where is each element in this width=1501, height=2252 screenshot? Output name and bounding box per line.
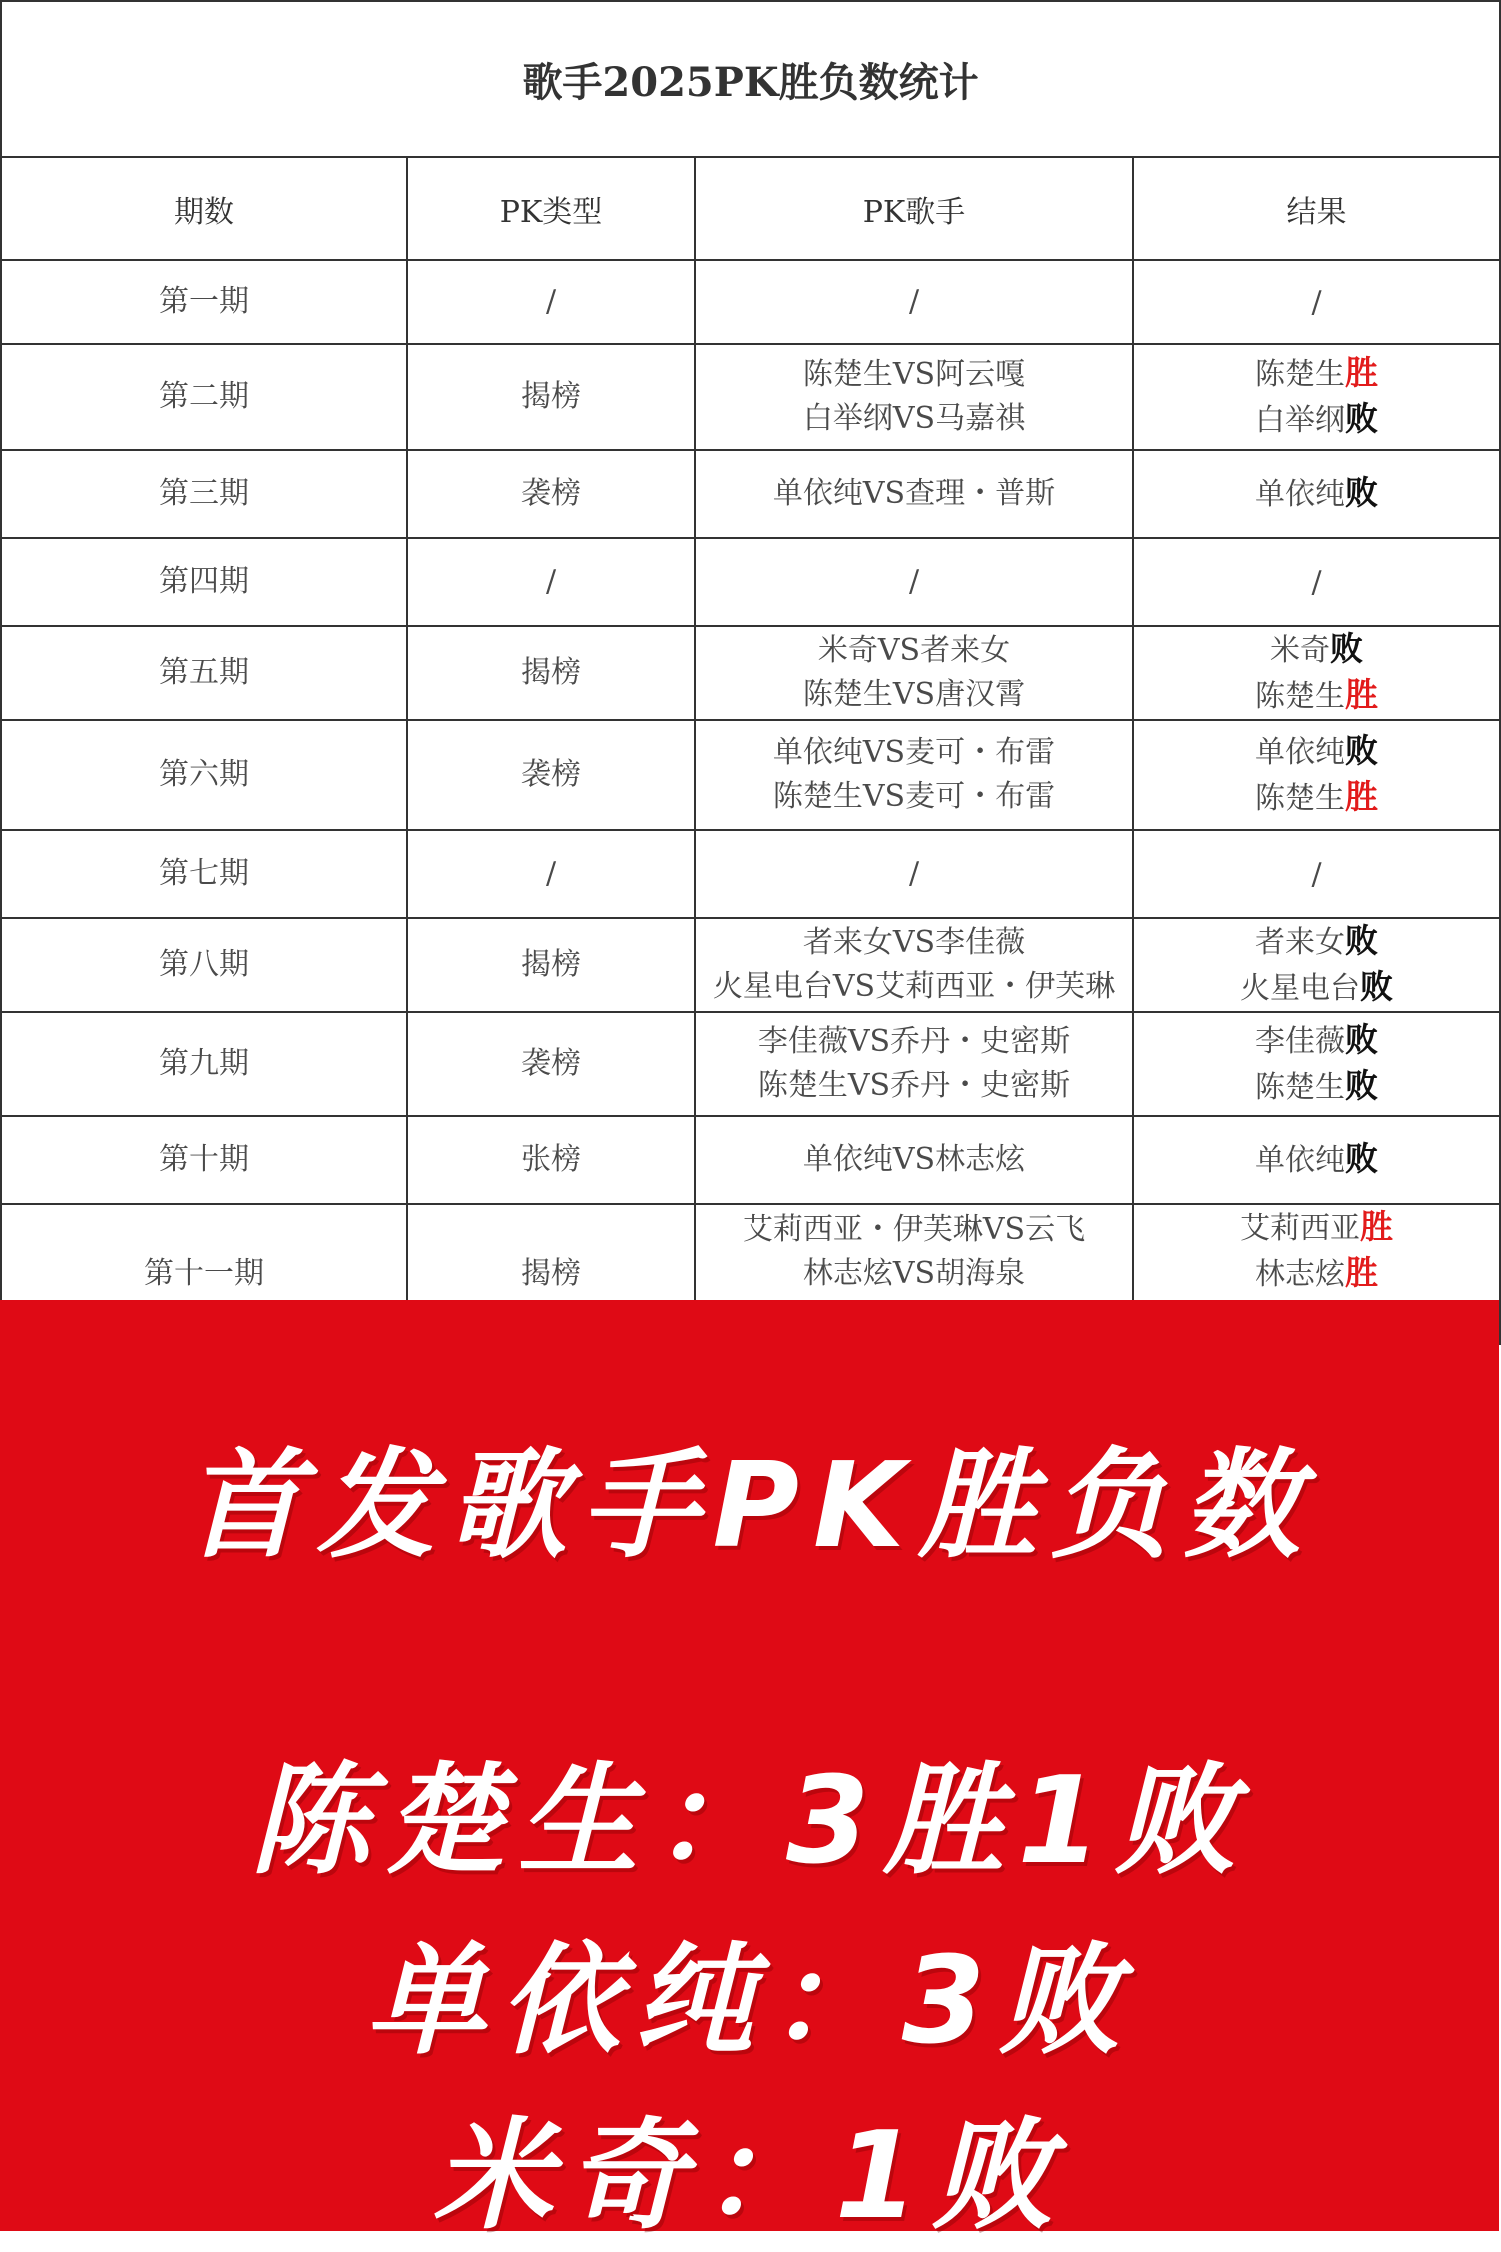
result-singer-name: 白举纲 [1255, 403, 1346, 438]
pk-pair: 单依纯VS林志炫 [802, 1142, 1026, 1177]
header-issue: 期数 [1, 157, 407, 260]
result-singer-name: 陈楚生 [1255, 357, 1346, 392]
pk-pair: 陈楚生VS麦可・布雷 [772, 779, 1056, 814]
cell-pk-type: 揭榜 [407, 918, 695, 1012]
cell-result [1133, 918, 1500, 1012]
summary-line-chen-chusheng: 陈楚生：3胜1败 [250, 1752, 1249, 1891]
cell-pk-type: 袭榜 [407, 450, 695, 538]
cell-pk-type: 张榜 [407, 1116, 695, 1204]
cell-result [1133, 260, 1500, 344]
pk-pair: 火星电台VS艾莉西亚・伊芙琳 [712, 969, 1116, 1004]
result-line [1134, 1064, 1499, 1110]
result-singer-name: 艾莉西亚 [1240, 1211, 1361, 1246]
pk-pair: 米奇VS者来女 [817, 633, 1011, 668]
result-singer-name: 陈楚生 [1255, 781, 1346, 816]
win-badge: 胜 [1345, 777, 1379, 816]
table-body [1, 260, 1500, 1344]
cell-pk-type: / [407, 830, 695, 918]
result-line [1134, 729, 1499, 775]
pk-pair: 单依纯VS查理・普斯 [772, 476, 1056, 511]
cell-result [1133, 344, 1500, 450]
cell-result [1133, 1116, 1500, 1204]
table-title: 歌手2025PK胜负数统计 [1, 1, 1500, 157]
lose-badge: 败 [1360, 967, 1394, 1006]
cell-issue: 第八期 [1, 918, 407, 1012]
table-row [1, 720, 1500, 830]
result-singer-name: 陈楚生 [1255, 679, 1346, 714]
header-pk-singers: PK歌手 [695, 157, 1133, 260]
pk-pair: / [908, 564, 920, 599]
cell-pk-type: 揭榜 [407, 1204, 695, 1344]
cell-pk-type: / [407, 538, 695, 626]
result-line [1134, 1205, 1499, 1251]
result-singer-name: 林志炫 [1255, 1257, 1346, 1292]
table-row [1, 538, 1500, 626]
pk-pair: 陈楚生VS唐汉霄 [802, 677, 1026, 712]
header-pk-type: PK类型 [407, 157, 695, 260]
cell-issue: 第五期 [1, 626, 407, 720]
table-row [1, 918, 1500, 1012]
pk-pair: 白举纲VS马嘉祺 [802, 401, 1026, 436]
cell-result [1133, 1012, 1500, 1116]
result-singer-name: 单依纯 [1255, 1143, 1346, 1178]
pk-pair: / [908, 856, 920, 891]
pk-pair: 者来女VS李佳薇 [802, 925, 1026, 960]
result-line [1134, 397, 1499, 443]
result-singer-name: 米奇 [1270, 633, 1331, 668]
summary-line-mi-qi: 米奇：1败 [432, 2107, 1067, 2246]
result-singer-name: 单依纯 [1255, 477, 1346, 512]
pk-pair: 艾莉西亚・伊芙琳VS云飞 [742, 1212, 1086, 1247]
cell-issue: 第六期 [1, 720, 407, 830]
result-singer-name: 火星电台 [1240, 971, 1361, 1006]
cell-pk-singers [695, 450, 1133, 538]
summary-banner [0, 1300, 1499, 2246]
result-line [1134, 279, 1499, 325]
cell-pk-type: 袭榜 [407, 1012, 695, 1116]
cell-pk-type: 揭榜 [407, 344, 695, 450]
cell-issue: 第十期 [1, 1116, 407, 1204]
pk-pair: / [908, 284, 920, 319]
table-row [1, 830, 1500, 918]
result-line [1134, 471, 1499, 517]
lose-badge: 败 [1345, 1066, 1379, 1105]
lose-badge: 败 [1345, 921, 1379, 960]
cell-pk-singers [695, 830, 1133, 918]
cell-issue: 第二期 [1, 344, 407, 450]
cell-pk-type: / [407, 260, 695, 344]
table-row [1, 260, 1500, 344]
cell-pk-singers [695, 918, 1133, 1012]
cell-issue: 第七期 [1, 830, 407, 918]
win-badge: 胜 [1345, 675, 1379, 714]
table-row [1, 1116, 1500, 1204]
cell-pk-singers [695, 538, 1133, 626]
result-line [1134, 1018, 1499, 1064]
summary-line-shan-yichun: 单依纯：3败 [365, 1932, 1134, 2071]
win-badge: 胜 [1345, 353, 1379, 392]
lose-badge: 败 [1345, 1020, 1379, 1059]
cell-result [1133, 626, 1500, 720]
table-row [1, 626, 1500, 720]
table-row [1, 1012, 1500, 1116]
cell-issue: 第十一期 [1, 1204, 407, 1344]
result-line [1134, 673, 1499, 719]
pk-pair: 单依纯VS麦可・布雷 [772, 735, 1056, 770]
result-singer-name: / [1311, 565, 1322, 600]
result-line [1134, 627, 1499, 673]
result-line [1134, 775, 1499, 821]
cell-issue: 第一期 [1, 260, 407, 344]
cell-pk-singers [695, 720, 1133, 830]
result-line [1134, 919, 1499, 965]
result-line [1134, 851, 1499, 897]
banner-headline: 首发歌手PK胜负数 [184, 1436, 1315, 1574]
cell-pk-singers [695, 260, 1133, 344]
pk-pair: 李佳薇VS乔丹・史密斯 [757, 1024, 1071, 1059]
result-singer-name: / [1311, 857, 1322, 892]
result-line [1134, 559, 1499, 605]
lose-badge: 败 [1345, 1139, 1379, 1178]
cell-pk-type: 袭榜 [407, 720, 695, 830]
result-line [1134, 1251, 1499, 1297]
pk-pair: 陈楚生VS乔丹・史密斯 [757, 1068, 1071, 1103]
result-singer-name: 李佳薇 [1255, 1024, 1346, 1059]
result-singer-name: 单依纯 [1255, 735, 1346, 770]
lose-badge: 败 [1330, 629, 1364, 668]
lose-badge: 败 [1345, 473, 1379, 512]
cell-issue: 第三期 [1, 450, 407, 538]
cell-issue: 第九期 [1, 1012, 407, 1116]
result-line [1134, 1137, 1499, 1183]
result-singer-name: 陈楚生 [1255, 1070, 1346, 1105]
cell-result [1133, 720, 1500, 830]
cell-pk-type: 揭榜 [407, 626, 695, 720]
win-badge: 胜 [1360, 1207, 1394, 1246]
lose-badge: 败 [1345, 731, 1379, 770]
cell-pk-singers [695, 1116, 1133, 1204]
pk-pair: 陈楚生VS阿云嘎 [802, 357, 1026, 392]
lose-badge: 败 [1345, 399, 1379, 438]
result-singer-name: 者来女 [1255, 925, 1346, 960]
table-row [1, 450, 1500, 538]
result-singer-name: / [1311, 285, 1322, 320]
cell-pk-singers [695, 1012, 1133, 1116]
cell-pk-singers [695, 626, 1133, 720]
table-row [1, 344, 1500, 450]
cell-result [1133, 450, 1500, 538]
pk-pair: 林志炫VS胡海泉 [802, 1256, 1026, 1291]
cell-result [1133, 830, 1500, 918]
result-line [1134, 351, 1499, 397]
cell-result [1133, 538, 1500, 626]
cell-pk-singers [695, 344, 1133, 450]
header-result: 结果 [1133, 157, 1500, 260]
win-badge: 胜 [1345, 1253, 1379, 1292]
result-line [1134, 965, 1499, 1011]
cell-issue: 第四期 [1, 538, 407, 626]
